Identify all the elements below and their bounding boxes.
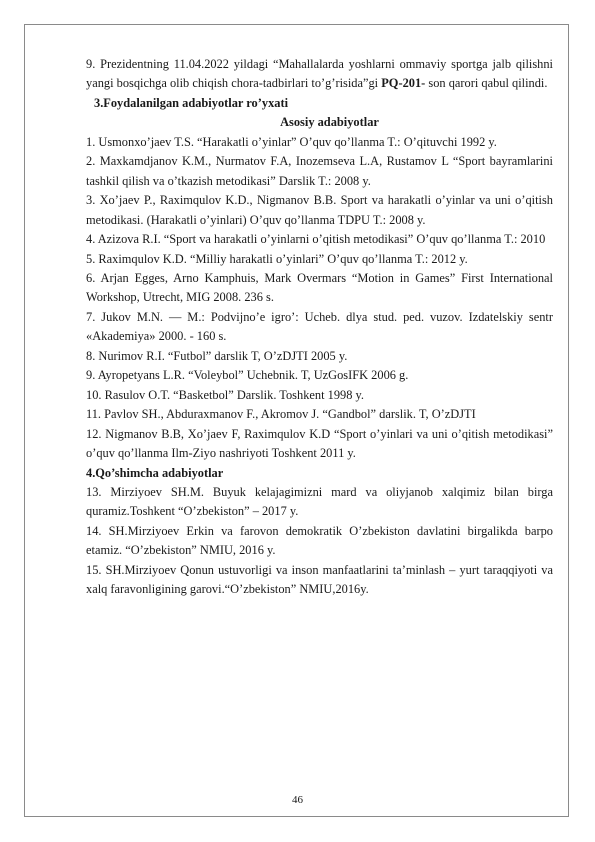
ref-item: 14. SH.Mirziyoev Erkin va farovon demokratik O’zbekiston davlatini birgalikda barpo etamiz. “O’zbekiston” NMIU, 2016 y.	[86, 523, 553, 558]
section3-title: 3.Foydalanilgan adabiyotlar ro’yxati	[94, 95, 289, 110]
section3-subtitle: Asosiy adabiyotlar	[280, 115, 379, 130]
intro-paragraph	[86, 55, 553, 94]
ref-item: 12. Nigmanov B.B, Xo’jaev F, Raximqulov K.D “Sport o’yinlari va uni o’qitish metodikasi” o’quv qo’llanma Ilm-Ziyo nashriyoti Toshkent 2011 y.	[86, 426, 553, 461]
ref-item: 2. Maxkamdjanov K.M., Nurmatov F.A, Inozemseva L.A, Rustamov L “Sport bayramlarini tashkil qilish va o’tkazish metodikasi” Darslik T.: 2008 y.	[86, 154, 553, 188]
section4-title: 4.Qo’shimcha adabiyotlar	[86, 465, 224, 480]
intro-tail: son qarori qabul qilindi.	[428, 76, 548, 91]
page-number: 46	[292, 794, 303, 806]
ref-item: 10. Rasulov O.T. “Basketbol” Darslik. Toshkent 1998 y.	[86, 387, 365, 402]
ref-item: 3. Xo’jaev P., Raximqulov K.D., Nigmanov B.B. Sport va harakatli o’yinlar va uni o’qitish metodikasi. (Harakatli o’yinlari) O’quv qo’llanma TDPU T.: 2008 y.	[86, 193, 553, 227]
ref-item: 1. Usmonxo’jaev T.S. “Harakatli o’yinlar” O’quv qo’llanma T.: O’qituvchi 1992 y.	[86, 134, 497, 149]
intro-text: 9. Prezidentning 11.04.2022 yildagi “Mahallalarda yoshlarni ommaviy sportga jalb qilishni yangi bosqichga olib chiqish chora-tadbirlari to’g’risida”gi	[86, 57, 553, 91]
intro-decree-number: PQ-201-	[381, 76, 426, 91]
ref-item: 13. Mirziyoev SH.M. Buyuk kelajagimizni mard va oliyjanob xalqimiz bilan birga quramiz.Toshkent “O’zbekiston” – 2017 y.	[86, 484, 553, 519]
ref-item: 9. Ayropetyans L.R. “Voleybol” Uchebnik. T, UzGosIFK 2006 g.	[86, 368, 409, 383]
ref-item: 15. SH.Mirziyoev Qonun ustuvorligi va inson manfaatlarini ta’minlash – yurt taraqqiyoti va xalq faravonligining garovi.“O’zbekiston” NMIU,2016y.	[86, 562, 553, 597]
ref-item: 8. Nurimov R.I. “Futbol” darslik T, O’zDJTI 2005 y.	[86, 348, 348, 363]
ref-item: 7. Jukov M.N. — M.: Podvijno’e igro’: Ucheb. dlya stud. ped. vuzov. Izdatelskiy sentr «Akademiya» 2000. - 160 s.	[86, 309, 553, 344]
page-content	[86, 55, 553, 600]
ref-item: 6. Arjan Egges, Arno Kamphuis, Mark Overmars “Motion in Games” First International Workshop, Utrecht, MIG 2008. 236 s.	[86, 270, 553, 305]
ref-item: 5. Raximqulov K.D. “Milliy harakatli o’yinlari” O’quv qo’llanma T.: 2012 y.	[86, 251, 468, 266]
ref-item: 4. Azizova R.I. “Sport va harakatli o’yinlarni o’qitish metodikasi” O’quv qo’llanma T.: 2010	[86, 232, 546, 247]
ref-item: 11. Pavlov SH., Abduraxmanov F., Akromov J. “Gandbol” darslik. T, O’zDJTI	[86, 407, 476, 422]
